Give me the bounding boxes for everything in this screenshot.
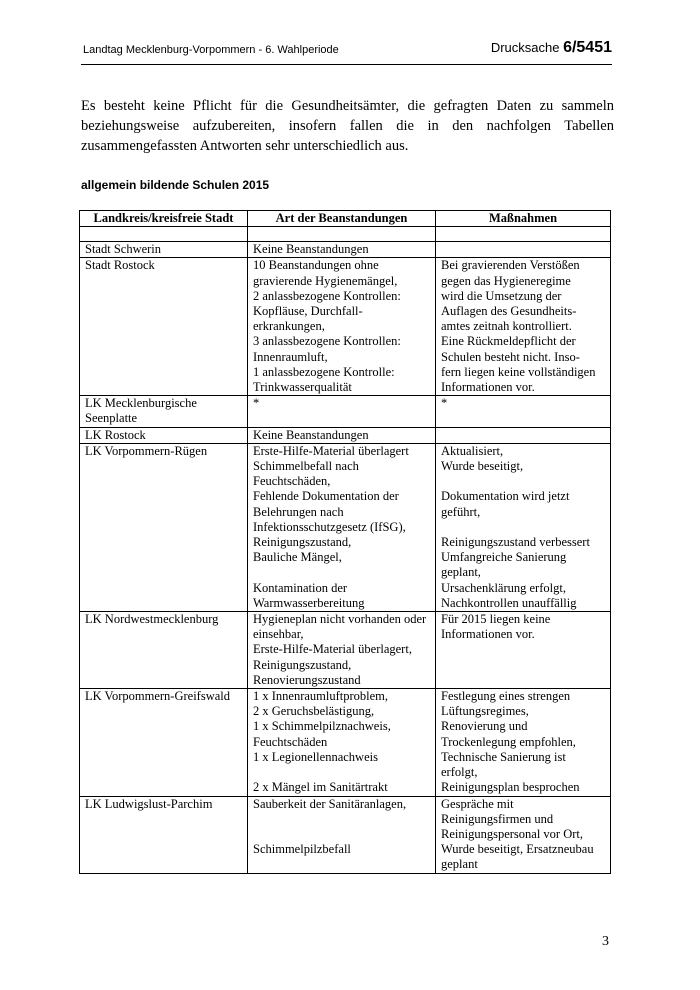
table-row xyxy=(80,427,611,443)
column-header: Maßnahmen xyxy=(436,211,611,227)
cell-line: Informationen vor. xyxy=(441,380,535,395)
section-title: allgemein bildende Schulen 2015 xyxy=(81,178,270,192)
cell-line: Nachkontrollen unauffällig xyxy=(441,595,577,610)
district-cell xyxy=(80,612,248,689)
cell-line: Renovierung und xyxy=(441,719,528,734)
cell-line: 10 Beanstandungen ohne xyxy=(253,258,379,273)
cell-line: Festlegung eines strengen xyxy=(441,689,571,704)
cell-line: 1 x Innenraumluftproblem, xyxy=(253,689,389,704)
cell-line: LK Nordwestmecklenburg xyxy=(85,612,219,627)
cell-line: 3 anlassbezogene Kontrollen: xyxy=(253,334,401,349)
cell-line: Reinigungsplan besprochen xyxy=(441,780,580,795)
cell-line: LK Ludwigslust-Parchim xyxy=(85,796,213,811)
cell-line: Bauliche Mängel, xyxy=(253,550,342,565)
cell-line: Lüftungsregimes, xyxy=(441,704,529,719)
measures-cell xyxy=(436,612,611,689)
issues-cell xyxy=(248,689,436,796)
table-row xyxy=(80,242,611,258)
district-cell xyxy=(80,443,248,611)
district-cell xyxy=(80,242,248,258)
header-doc-number: 6/5451 xyxy=(563,39,612,56)
cell-line xyxy=(253,765,430,780)
cell-line: Schulen besteht nicht. Inso- xyxy=(441,349,580,364)
cell-line: Keine Beanstandungen xyxy=(253,242,369,257)
cell-line: geplant, xyxy=(441,565,481,580)
district-cell xyxy=(80,796,248,873)
cell-line: * xyxy=(441,396,448,411)
cell-line: Technische Sanierung ist xyxy=(441,749,566,764)
cell-line xyxy=(441,474,605,489)
measures-cell xyxy=(436,242,611,258)
header-left: Landtag Mecklenburg-Vorpommern - 6. Wahlperiode xyxy=(83,44,339,56)
cell-line: Für 2015 liegen keine xyxy=(441,612,551,627)
cell-line: Umfangreiche Sanierung xyxy=(441,550,567,565)
issues-cell xyxy=(248,796,436,873)
cell-line: amtes zeitnah kontrolliert. xyxy=(441,319,572,334)
cell-line: erfolgt, xyxy=(441,765,478,780)
issues-cell xyxy=(248,443,436,611)
cell-line: Infektionsschutzgesetz (IfSG), xyxy=(253,519,406,534)
cell-line: Keine Beanstandungen xyxy=(253,427,369,442)
cell-line: Reinigungszustand, xyxy=(253,657,352,672)
cell-line: Feuchtschäden, xyxy=(253,474,331,489)
cell-line: Informationen vor. xyxy=(441,627,535,642)
measures-cell xyxy=(436,427,611,443)
issues-cell xyxy=(248,612,436,689)
issues-cell xyxy=(248,396,436,427)
header-right xyxy=(491,39,612,57)
header-doc-label: Drucksache xyxy=(490,40,564,55)
page-number: 3 xyxy=(602,934,609,949)
table-row xyxy=(80,796,611,873)
cell-line: 1 x Schimmelpilznachweis, xyxy=(253,719,391,734)
intro-paragraph: Es besteht keine Pflicht für die Gesundheitsämter, die gefragten Daten zu sammeln beziehungsweise aufzubereiten, insofern fallen die in den nachfolgen Tabellen zusammengefassten Antworten sehr unterschiedlich aus. xyxy=(81,98,614,154)
cell-line: Hygieneplan nicht vorhanden oder xyxy=(253,612,427,627)
cell-line: geführt, xyxy=(441,504,481,519)
cell-line: Stadt Rostock xyxy=(85,258,155,273)
cell-line: Wurde beseitigt, Ersatzneubau xyxy=(441,842,594,857)
cell-line: Reinigungsfirmen und xyxy=(441,811,554,826)
cell-line: 1 x Legionellennachweis xyxy=(253,749,378,764)
cell-line: Stadt Schwerin xyxy=(85,242,162,257)
measures-cell xyxy=(436,796,611,873)
cell-line: LK Vorpommern-Rügen xyxy=(85,443,208,458)
cell-line: Kopfläuse, Durchfall- xyxy=(253,304,363,319)
cell-line: Warmwasserbereitung xyxy=(253,595,365,610)
cell-line: Trockenlegung empfohlen, xyxy=(441,734,576,749)
cell-line: LK Mecklenburgische xyxy=(85,396,197,411)
cell-line: Renovierungszustand xyxy=(253,672,361,687)
cell-line: erkrankungen, xyxy=(253,319,325,334)
district-cell xyxy=(80,427,248,443)
complaints-table xyxy=(79,210,611,874)
cell-line xyxy=(253,827,430,842)
cell-line: Wurde beseitigt, xyxy=(441,459,524,474)
table-row xyxy=(80,689,611,796)
district-cell xyxy=(80,396,248,427)
cell-line: Belehrungen nach xyxy=(253,504,344,519)
measures-cell xyxy=(436,689,611,796)
issues-cell xyxy=(248,242,436,258)
table-row xyxy=(80,612,611,689)
cell-line: 2 x Geruchsbelästigung, xyxy=(253,704,375,719)
cell-line: Reinigungszustand verbessert xyxy=(441,535,590,550)
cell-line: Erste-Hilfe-Material überlagert xyxy=(253,443,409,458)
cell-line: Reinigungszustand, xyxy=(253,535,352,550)
cell-line: Fehlende Dokumentation der xyxy=(253,489,399,504)
cell-line: geplant xyxy=(441,857,478,872)
cell-line: einsehbar, xyxy=(253,627,304,642)
column-header: Art der Beanstandungen xyxy=(248,211,436,227)
cell-line: Aktualisiert, xyxy=(441,443,504,458)
cell-line: Innenraumluft, xyxy=(253,349,328,364)
issues-cell xyxy=(248,427,436,443)
cell-line: Sauberkeit der Sanitäranlagen, xyxy=(253,796,407,811)
cell-line: LK Rostock xyxy=(85,427,146,442)
cell-line: 2 anlassbezogene Kontrollen: xyxy=(253,288,401,303)
cell-line: Trinkwasserqualität xyxy=(253,380,352,395)
cell-line: Ursachenklärung erfolgt, xyxy=(441,580,566,595)
cell-line: Reinigungspersonal vor Ort, xyxy=(441,826,583,841)
district-cell xyxy=(80,258,248,396)
cell-line: Erste-Hilfe-Material überlagert, xyxy=(253,642,412,657)
cell-line: 1 anlassbezogene Kontrolle: xyxy=(253,364,395,379)
table-body xyxy=(80,227,611,873)
cell-line: * xyxy=(253,396,260,411)
cell-line: Dokumentation wird jetzt xyxy=(441,489,570,504)
table-row xyxy=(80,443,611,611)
cell-line: Kontamination der xyxy=(253,580,348,595)
table-header-row xyxy=(80,211,611,227)
cell-line: Feuchtschäden xyxy=(253,734,328,749)
header-rule xyxy=(81,64,612,65)
district-cell xyxy=(80,689,248,796)
cell-line: Seenplatte xyxy=(85,411,138,426)
cell-line: 2 x Mängel im Sanitärtrakt xyxy=(253,780,388,795)
measures-cell xyxy=(436,396,611,427)
cell-line: Eine Rückmeldepflicht der xyxy=(441,334,576,349)
cell-line: LK Vorpommern-Greifswald xyxy=(85,689,230,704)
cell-line: Auflagen des Gesundheits- xyxy=(441,304,577,319)
cell-line xyxy=(441,520,605,535)
cell-line xyxy=(441,242,605,257)
cell-line: gegen das Hygieneregime xyxy=(441,273,571,288)
cell-line: Gespräche mit xyxy=(441,796,514,811)
column-header: Landkreis/kreisfreie Stadt xyxy=(80,211,248,227)
cell-line xyxy=(253,565,430,580)
cell-line: fern liegen keine vollständigen xyxy=(441,364,596,379)
cell-line: wird die Umsetzung der xyxy=(441,288,562,303)
table-spacer-row xyxy=(80,227,611,242)
table-row xyxy=(80,258,611,396)
cell-line: Bei gravierenden Verstößen xyxy=(441,258,580,273)
cell-line: Schimmelpilzbefall xyxy=(253,842,351,857)
cell-line xyxy=(253,812,430,827)
measures-cell xyxy=(436,443,611,611)
cell-line xyxy=(441,428,605,443)
cell-line: Schimmelbefall nach xyxy=(253,459,359,474)
issues-cell xyxy=(248,258,436,396)
table-row xyxy=(80,396,611,427)
measures-cell xyxy=(436,258,611,396)
cell-line: gravierende Hygienemängel, xyxy=(253,273,398,288)
